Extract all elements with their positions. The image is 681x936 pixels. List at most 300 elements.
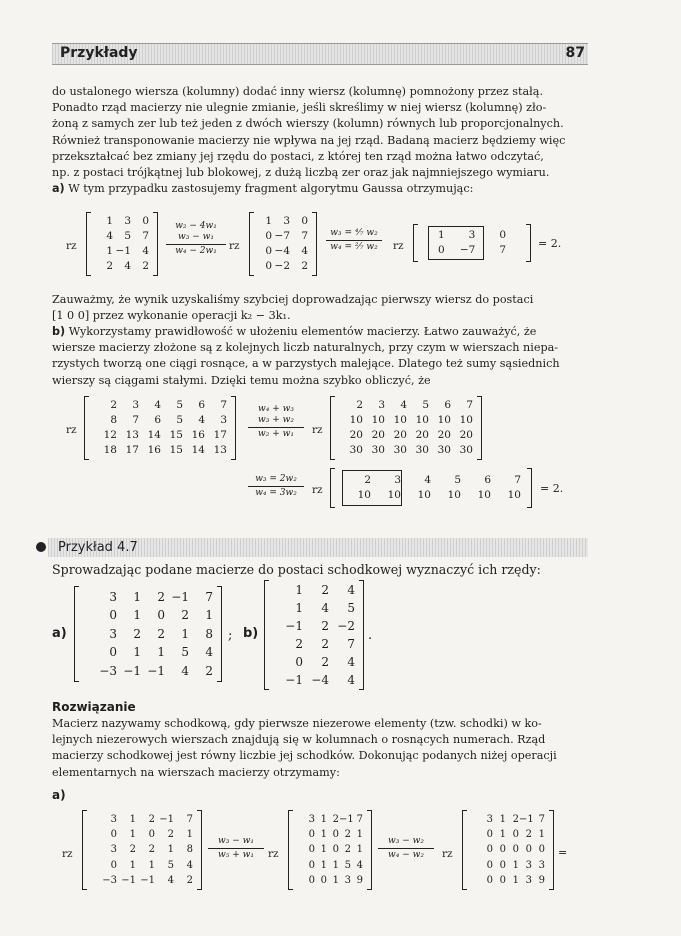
matrix-cell: 1: [129, 814, 136, 825]
matrix-row: [289, 827, 363, 842]
matrix-cell: 8: [205, 626, 213, 641]
matrix-row: [85, 413, 227, 428]
matrix-cell: 0: [486, 859, 493, 871]
text-line: Wykorzystamy prawidłowość w ułożeniu elementów macierzy. Łatwo zauważyć, że: [68, 325, 537, 338]
matrix-cell: 6: [484, 474, 491, 486]
operation: w₃ − w₂: [388, 836, 424, 846]
matrix-cell: 5: [422, 399, 429, 411]
matrix-row: [83, 812, 193, 827]
rank-operator: rz: [442, 848, 453, 860]
operation: w₅ + w₁: [218, 850, 254, 860]
operation: w₄ = ²⁄₇ w₂: [330, 242, 378, 252]
remark-paragraph: [52, 292, 586, 324]
row-operations-a1: [166, 221, 226, 257]
matrix-cell: 1: [265, 215, 272, 227]
text-line: Macierz nazywamy schodkową, gdy pierwsze niezerowe elementy (tzw. schodki) w ko-: [52, 717, 542, 730]
matrix-row: [265, 581, 355, 599]
matrix-example-a: [74, 586, 222, 682]
matrix-cell: 30: [459, 444, 473, 456]
matrix-row: [289, 842, 363, 857]
matrix-cell: −1: [159, 814, 174, 825]
matrix-cell: 0: [499, 844, 506, 856]
matrix-cell: 4: [181, 663, 189, 678]
text-line: macierzy schodkowej jest równy liczbie jej schodków. Dokonując podanych niżej operacji: [52, 749, 557, 763]
matrix-cell: 0: [499, 229, 506, 241]
matrix-cell: 2: [512, 814, 519, 825]
matrix-cell: 3: [486, 814, 493, 825]
matrix-cell: 0: [110, 859, 117, 871]
matrix-cell: 7: [132, 414, 139, 426]
matrix-cell: 4: [424, 474, 431, 486]
matrix-cell: 0: [110, 829, 117, 841]
matrix-row: [331, 443, 473, 458]
matrix-cell: 7: [499, 244, 506, 256]
matrix-cell: 14: [147, 429, 161, 441]
matrix-cell: 3: [308, 814, 315, 825]
matrix-cell: 1: [181, 626, 189, 641]
text-line: [1 0 0] przez wykonanie operacji k₂ − 3k₁.: [52, 309, 291, 323]
matrix-cell: 14: [191, 444, 205, 456]
matrix-cell: 10: [459, 414, 473, 426]
matrix-row: [75, 643, 213, 661]
matrix-row: [83, 827, 193, 842]
matrix-cell: 0: [525, 844, 532, 856]
matrix-row: [331, 398, 473, 413]
row-operations-b2: [248, 474, 304, 499]
matrix-cell: −2: [337, 619, 355, 633]
matrix-cell: 0: [320, 874, 327, 886]
matrix-cell: 10: [387, 489, 401, 501]
matrix-cell: 20: [349, 429, 363, 441]
matrix-cell: 0: [512, 844, 519, 856]
matrix-cell: 2: [129, 844, 136, 856]
matrix-cell: 3: [344, 874, 351, 886]
matrix-cell: −1: [115, 245, 131, 257]
text-line: rzystych tworzą one ciągi rosnące, a w parzystych malejące. Dlatego też sumy sąsiednich: [52, 357, 560, 371]
matrix-cell: 0: [295, 655, 303, 669]
matrix-cell: 3: [124, 215, 131, 227]
matrix-cell: 0: [308, 874, 315, 886]
matrix-cell: 5: [181, 645, 189, 660]
matrix-cell: 4: [198, 414, 205, 426]
matrix-cell: −3: [102, 874, 117, 886]
matrix-row: [265, 635, 355, 653]
matrix-cell: 2: [301, 260, 308, 272]
text-line: wierszy są ciągami stałymi. Dzięki temu można szybko obliczyć, że: [52, 373, 431, 387]
rank-operator: rz: [229, 240, 240, 252]
matrix-cell: 0: [109, 645, 117, 660]
matrix-cell: 2: [321, 583, 329, 597]
rank-result-b: = 2.: [540, 482, 564, 495]
matrix-cell: 10: [357, 489, 371, 501]
matrix-cell: −7: [459, 244, 476, 256]
matrix-cell: 3: [109, 626, 117, 641]
text-line: przekształcać bez zmiany jej rzędu do postaci, z której ten rząd można łatwo odczytać,: [52, 149, 544, 163]
matrix-row: [463, 812, 545, 827]
matrix-row: [83, 842, 193, 857]
matrix-cell: 1: [356, 844, 363, 856]
matrix-cell: −1: [339, 814, 354, 825]
matrix-cell: −4: [274, 245, 290, 257]
part-b-paragraph: [52, 324, 586, 389]
matrix-row: [75, 625, 213, 643]
matrix-cell: 7: [142, 230, 149, 242]
matrix-cell: 1: [512, 859, 519, 871]
matrix-cell: 10: [437, 414, 451, 426]
matrix-cell: 1: [205, 608, 213, 623]
matrix-cell: 0: [308, 829, 315, 841]
matrix-cell: 13: [213, 444, 227, 456]
matrix-cell: 0: [265, 230, 272, 242]
end-period: .: [368, 628, 373, 643]
matrix-row: [85, 443, 227, 458]
matrix-cell: 5: [124, 230, 131, 242]
rank-operator: rz: [393, 240, 404, 252]
matrix-cell: 3: [283, 215, 290, 227]
matrix-row: [463, 873, 545, 888]
matrix-cell: 0: [148, 829, 155, 841]
matrix-cell: 7: [538, 814, 545, 825]
matrix-cell: 12: [103, 429, 117, 441]
matrix-c1: [82, 810, 202, 890]
matrix-cell: 2: [332, 814, 339, 825]
matrix-row: [75, 662, 213, 680]
matrix-cell: 1: [186, 829, 193, 841]
matrix-row: [83, 873, 193, 888]
matrix-cell: −3: [99, 663, 117, 678]
matrix-cell: 3: [110, 844, 117, 856]
matrix-cell: 1: [512, 874, 519, 886]
matrix-cell: 20: [371, 429, 385, 441]
matrix-cell: 2: [148, 814, 155, 825]
matrix-row: [87, 229, 149, 244]
matrix-cell: 1: [320, 829, 327, 841]
operation: w₂ − 4w₁: [175, 221, 217, 231]
matrix-row: [250, 229, 308, 244]
solution-paragraph: [52, 716, 586, 781]
matrix-cell: 10: [447, 489, 461, 501]
matrix-cell: 3: [378, 399, 385, 411]
matrix-cell: 15: [169, 429, 183, 441]
matrix-cell: 10: [477, 489, 491, 501]
text-line: żoną z samych zer lub też jeden z dwóch wierszy (kolumn) równych lub proporcjonalnych.: [52, 117, 564, 131]
matrix-cell: 1: [129, 859, 136, 871]
page-number: 87: [565, 45, 585, 61]
matrix-cell: 1: [129, 829, 136, 841]
matrix-cell: 2: [181, 608, 189, 623]
matrix-cell: 0: [265, 260, 272, 272]
matrix-cell: 4: [347, 583, 355, 597]
rank-operator: rz: [312, 424, 323, 436]
matrix-cell: 15: [169, 444, 183, 456]
matrix-cell: 10: [393, 414, 407, 426]
matrix-cell: 2: [321, 637, 329, 651]
intro-paragraph: [52, 84, 586, 197]
matrix-cell: 0: [486, 874, 493, 886]
matrix-cell: 1: [106, 215, 113, 227]
matrix-cell: 7: [220, 399, 227, 411]
matrix-cell: 1: [499, 829, 506, 841]
matrix-cell: 4: [186, 859, 193, 871]
matrix-cell: 4: [347, 655, 355, 669]
matrix-example-b: [264, 580, 364, 690]
matrix-cell: 0: [142, 215, 149, 227]
matrix-cell: 0: [308, 844, 315, 856]
matrix-row: [289, 873, 363, 888]
matrix-c3: [462, 810, 554, 890]
matrix-cell: 13: [125, 429, 139, 441]
matrix-cell: 2: [157, 626, 165, 641]
matrix-cell: 3: [525, 874, 532, 886]
matrix-cell: −1: [285, 673, 303, 687]
matrix-cell: 6: [444, 399, 451, 411]
matrix-cell: 5: [167, 859, 174, 871]
matrix-cell: 5: [344, 859, 351, 871]
operation: w₃ = 2w₂: [255, 474, 297, 484]
text-line: Zauważmy, że wynik uzyskaliśmy szybciej doprowadzając pierwszy wiersz do postaci: [52, 293, 534, 306]
matrix-cell: 0: [437, 244, 445, 256]
matrix-cell: 1: [320, 814, 327, 825]
matrix-cell: 2: [344, 844, 351, 856]
matrix-cell: 2: [205, 663, 213, 678]
matrix-cell: 4: [154, 399, 161, 411]
matrix-cell: 10: [371, 414, 385, 426]
matrix-cell: 0: [332, 844, 339, 856]
matrix-cell: 3: [110, 814, 117, 825]
matrix-cell: 1: [538, 829, 545, 841]
matrix-cell: 10: [417, 489, 431, 501]
matrix-cell: 7: [466, 399, 473, 411]
matrix-cell: 1: [133, 590, 141, 604]
matrix-cell: 1: [148, 859, 155, 871]
matrix-cell: 4: [205, 645, 213, 660]
operation: w₄ − 2w₁: [175, 246, 217, 256]
matrix-a2: [249, 212, 317, 276]
matrix-row: [289, 812, 363, 827]
solution-title: Rozwiązanie: [52, 700, 136, 714]
matrix-cell: 0: [499, 874, 506, 886]
matrix-cell: 4: [400, 399, 407, 411]
matrix-cell: 3: [538, 859, 545, 871]
matrix-cell: 10: [507, 489, 521, 501]
matrix-row: [75, 606, 213, 624]
matrix-cell: 2: [525, 829, 532, 841]
matrix-cell: 30: [349, 444, 363, 456]
matrix-cell: −1: [147, 663, 165, 678]
matrix-cell: 2: [106, 260, 113, 272]
matrix-cell: 6: [198, 399, 205, 411]
matrix-cell: 2: [186, 874, 193, 886]
text-line: lejnych niezerowych wierszach znajdują się w kolumnach o rosnących numerach. Rząd: [52, 733, 546, 747]
matrix-row: [265, 653, 355, 671]
matrix-cell: 2: [167, 829, 174, 841]
matrix-cell: 16: [191, 429, 205, 441]
matrix-cell: 2: [157, 590, 165, 604]
header-title: Przykłady: [60, 45, 138, 61]
operation: w₃ − w₁: [218, 836, 254, 846]
matrix-cell: 20: [415, 429, 429, 441]
matrix-cell: 7: [301, 230, 308, 242]
matrix-cell: 2: [364, 474, 371, 486]
matrix-row: [250, 259, 308, 274]
operation: w₃ = ⁴⁄₇ w₂: [330, 228, 378, 238]
operation: w₃ + w₂: [258, 415, 294, 425]
matrix-cell: 5: [176, 399, 183, 411]
matrix-cell: 3: [394, 474, 401, 486]
matrix-cell: −1: [123, 663, 141, 678]
operation: w₄ − w₂: [388, 850, 424, 860]
matrix-cell: 20: [393, 429, 407, 441]
matrix-cell: 1: [167, 844, 174, 856]
row-operations-a2: [326, 228, 382, 253]
matrix-row: [265, 617, 355, 635]
matrix-cell: 18: [103, 444, 117, 456]
text-line: np. z postaci trójkątnej lub blokowej, z dużą liczbą zer oraz jak najmniejszego wymiaru.: [52, 166, 550, 180]
nonzero-minor-box: [342, 470, 402, 506]
matrix-cell: 4: [347, 673, 355, 687]
rank-operator: rz: [66, 424, 77, 436]
nonzero-minor-box: [428, 226, 484, 260]
text-line: elementarnych na wierszach macierzy otrzymamy:: [52, 765, 340, 779]
matrix-cell: 1: [332, 859, 339, 871]
matrix-cell: 8: [110, 414, 117, 426]
rank-operator: rz: [62, 848, 73, 860]
matrix-cell: 2: [148, 844, 155, 856]
matrix-row: [87, 214, 149, 229]
matrix-cell: −1: [140, 874, 155, 886]
matrix-cell: 0: [332, 829, 339, 841]
matrix-cell: 1: [106, 245, 113, 257]
matrix-cell: −4: [311, 673, 329, 687]
matrix-cell: 16: [147, 444, 161, 456]
matrix-row: [87, 259, 149, 274]
matrix-row: [265, 599, 355, 617]
matrix-b2: [330, 396, 482, 460]
matrix-cell: 0: [308, 859, 315, 871]
rank-operator: rz: [66, 240, 77, 252]
operation: w₄ = 3w₂: [255, 488, 297, 498]
matrix-a1: [86, 212, 158, 276]
matrix-row: [289, 858, 363, 873]
separator: ;: [228, 628, 233, 643]
example-task: [52, 562, 586, 578]
matrix-cell: 2: [356, 399, 363, 411]
matrix-cell: −1: [171, 590, 189, 604]
matrix-cell: 0: [157, 608, 165, 623]
operation: w₂ + w₁: [258, 429, 294, 439]
matrix-cell: 10: [349, 414, 363, 426]
matrix-row: [250, 244, 308, 259]
matrix-row: [87, 244, 149, 259]
rank-operator: rz: [312, 484, 323, 496]
matrix-cell: 7: [356, 814, 363, 825]
matrix-cell: 6: [154, 414, 161, 426]
matrix-cell: 4: [321, 601, 329, 615]
matrix-cell: 1: [157, 645, 165, 660]
matrix-cell: 3: [525, 859, 532, 871]
part-b-line: [52, 324, 586, 340]
matrix-cell: 1: [332, 874, 339, 886]
matrix-cell: 0: [486, 844, 493, 856]
operation: w₄ + w₃: [258, 404, 294, 414]
matrix-cell: 20: [437, 429, 451, 441]
text-line: wiersze macierzy złożone są z kolejnych liczb naturalnych, przy czym w wierszach niepa-: [52, 341, 559, 355]
matrix-cell: 9: [538, 874, 545, 886]
text-line: Ponadto rząd macierzy nie ulegnie zmianie, jeśli skreślimy w niej wiersz (kolumnę) zło-: [52, 101, 547, 115]
matrix-row: [331, 428, 473, 443]
matrix-row: [331, 413, 473, 428]
row-operations-c1: [208, 836, 264, 861]
matrix-cell: 7: [514, 474, 521, 486]
matrix-cell: 7: [205, 590, 213, 604]
matrix-cell: 2: [321, 655, 329, 669]
example-title: Przykład 4.7: [58, 540, 138, 555]
matrix-cell: −7: [274, 230, 290, 242]
matrix-cell: 2: [142, 260, 149, 272]
matrix-cell: 4: [106, 230, 113, 242]
matrix-cell: 3: [468, 229, 476, 241]
matrix-row: [85, 398, 227, 413]
matrix-cell: 2: [295, 637, 303, 651]
example-a-label: a): [52, 626, 67, 641]
matrix-cell: 3: [220, 414, 227, 426]
matrix-cell: 4: [167, 874, 174, 886]
operation: w₃ − w₁: [178, 232, 214, 242]
part-a-text: W tym przypadku zastosujemy fragment algorytmu Gaussa otrzymując:: [68, 182, 474, 196]
matrix-cell: 30: [393, 444, 407, 456]
example-b-label: b): [243, 626, 259, 641]
matrix-cell: 4: [356, 859, 363, 871]
matrix-cell: 17: [213, 429, 227, 441]
matrix-cell: 20: [459, 429, 473, 441]
matrix-row: [265, 671, 355, 689]
matrix-cell: 30: [371, 444, 385, 456]
matrix-cell: 30: [415, 444, 429, 456]
matrix-cell: 0: [486, 829, 493, 841]
matrix-cell: 1: [295, 583, 303, 597]
matrix-cell: 7: [186, 814, 193, 825]
matrix-cell: 9: [356, 874, 363, 886]
matrix-cell: 17: [125, 444, 139, 456]
matrix-cell: 0: [109, 608, 117, 623]
row-operations-b1: [248, 404, 304, 440]
part-b-label: b): [52, 325, 66, 338]
matrix-cell: 1: [437, 229, 445, 241]
matrix-cell: 0: [512, 829, 519, 841]
matrix-cell: 0: [301, 215, 308, 227]
matrix-cell: 0: [538, 844, 545, 856]
matrix-cell: 4: [301, 245, 308, 257]
matrix-cell: −2: [274, 260, 290, 272]
matrix-row: [85, 428, 227, 443]
matrix-cell: 2: [321, 619, 329, 633]
matrix-cell: 1: [133, 645, 141, 660]
matrix-cell: 3: [132, 399, 139, 411]
matrix-cell: 1: [133, 608, 141, 623]
matrix-cell: 0: [265, 245, 272, 257]
matrix-cell: 4: [124, 260, 131, 272]
matrix-cell: 0: [499, 859, 506, 871]
matrix-cell: −1: [519, 814, 534, 825]
equals-sign: =: [558, 846, 568, 859]
row-operations-c2: [378, 836, 434, 861]
matrix-cell: 4: [142, 245, 149, 257]
matrix-cell: 2: [344, 829, 351, 841]
matrix-b1: [84, 396, 236, 460]
matrix-cell: 8: [186, 844, 193, 856]
matrix-cell: 1: [320, 844, 327, 856]
matrix-cell: −1: [121, 874, 136, 886]
